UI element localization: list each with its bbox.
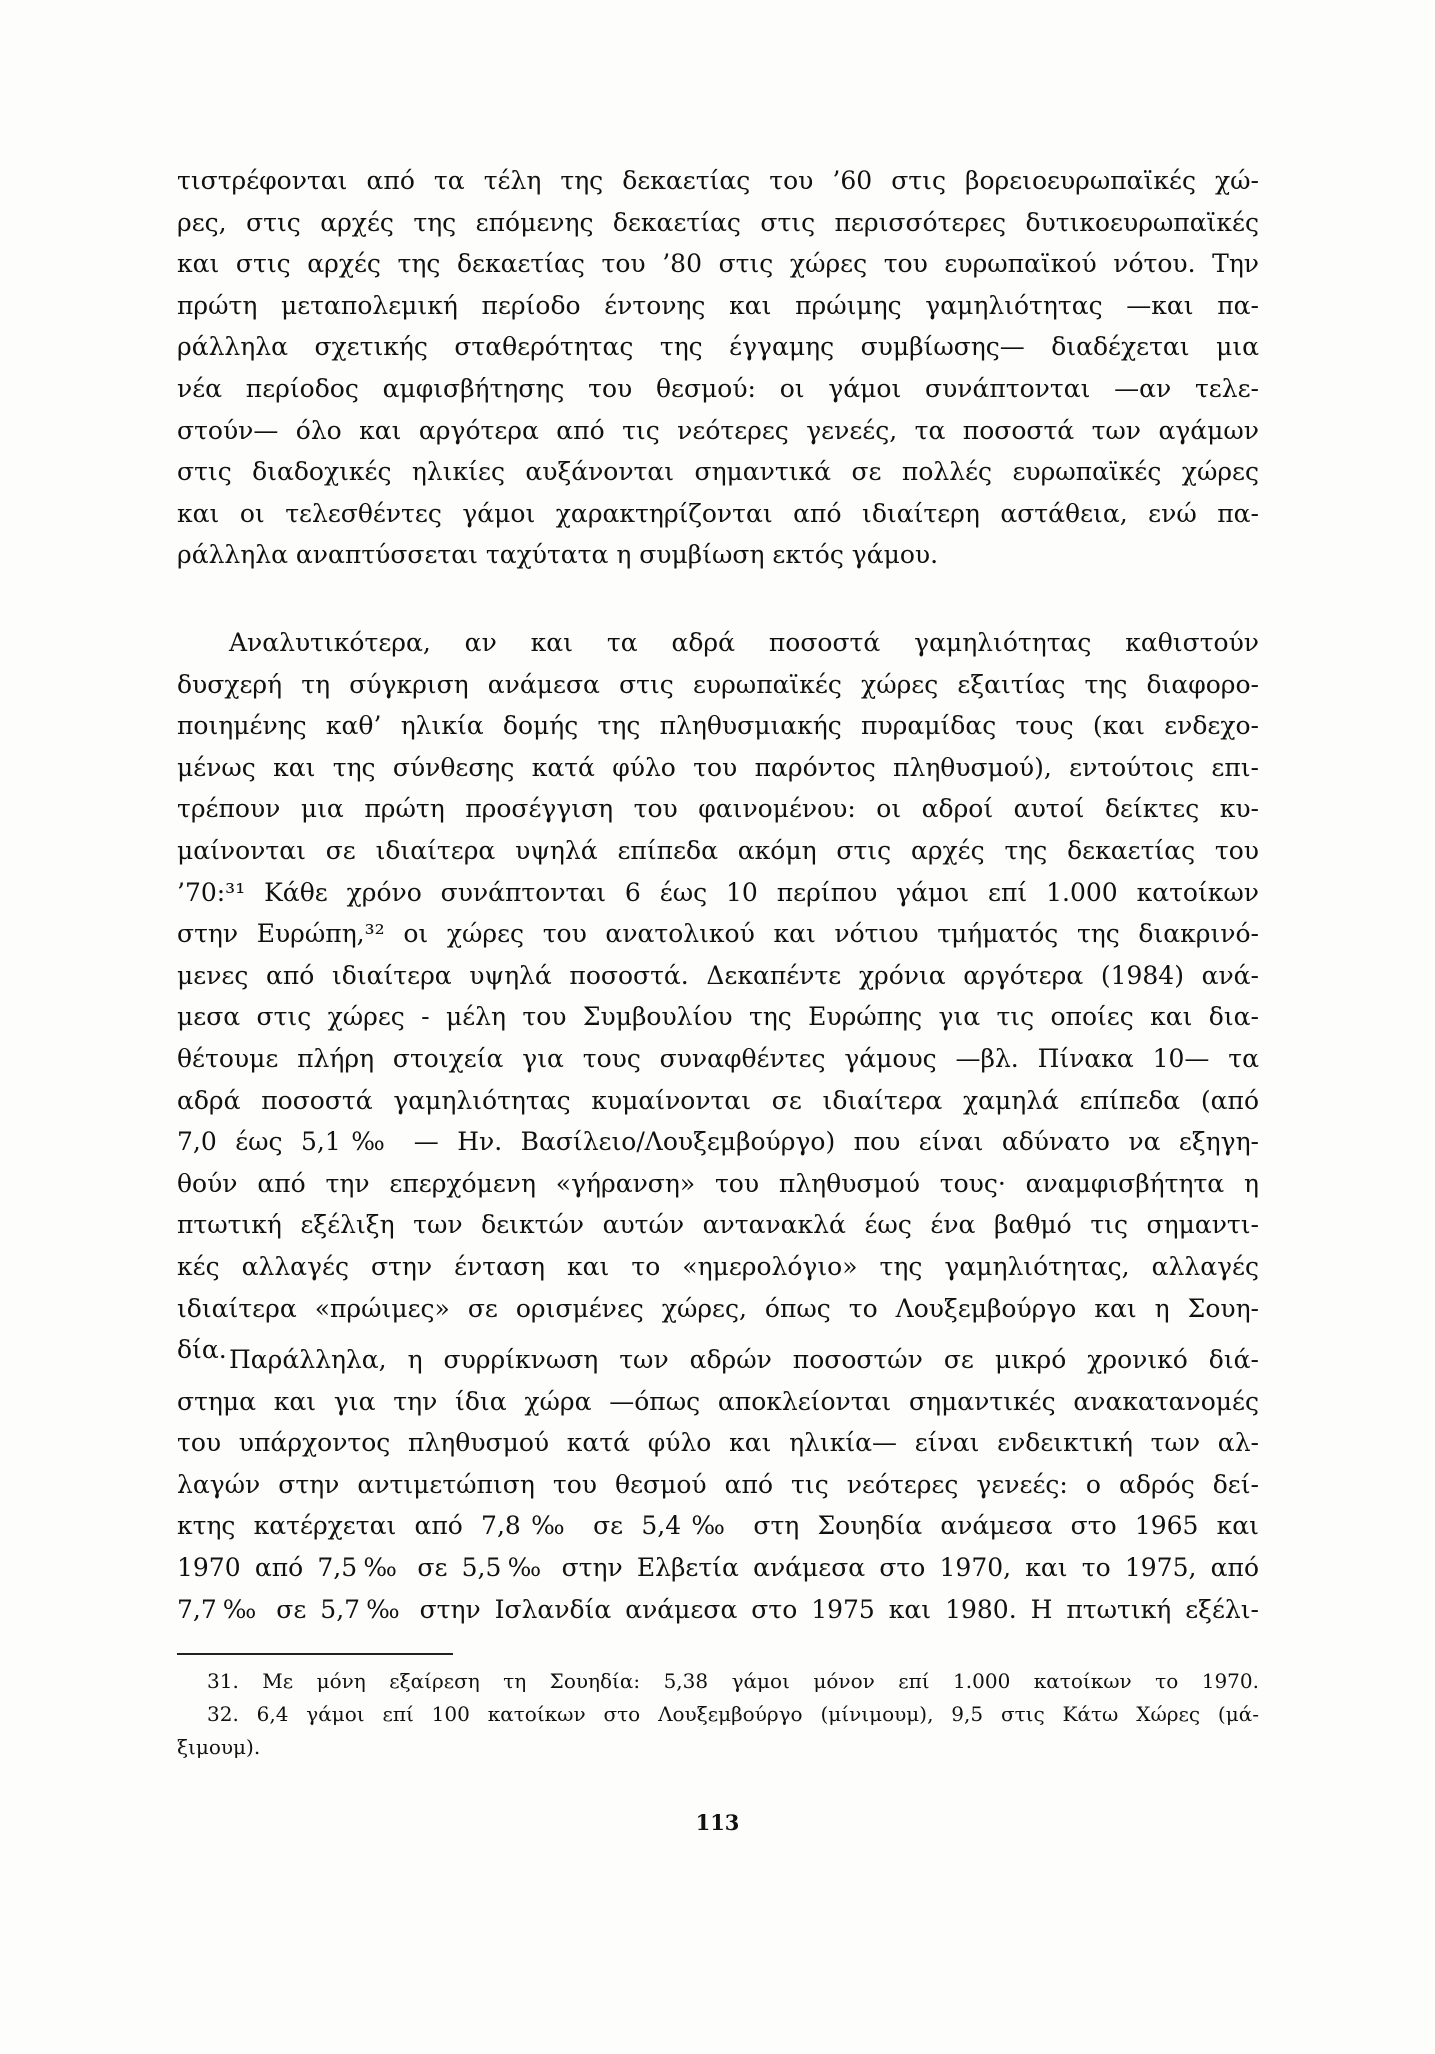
text-line: Αναλυτικότερα, αν και τα αδρά ποσοστά γαμηλιότητας καθιστούν xyxy=(229,628,1259,657)
text-line: ιδιαίτερα «πρώιμες» σε ορισμένες χώρες, όπως το Λουξεμβούργο και η Σουη- xyxy=(177,1293,1259,1323)
page-number: 113 xyxy=(695,1810,740,1835)
text-line: πρώτη μεταπολεμική περίοδο έντονης και πρώιμης γαμηλιότητας —και πα- xyxy=(177,290,1259,320)
footnote-divider xyxy=(177,1653,453,1655)
text-line: λαγών στην αντιμετώπιση του θεσμού από τις νεότερες γενεές: ο αδρός δεί- xyxy=(177,1469,1259,1499)
text-line: δυσχερή τη σύγκριση ανάμεσα στις ευρωπαϊκές χώρες εξαιτίας της διαφορο- xyxy=(177,669,1259,699)
text-line: Παράλληλα, η συρρίκνωση των αδρών ποσοστών σε μικρό χρονικό διά- xyxy=(229,1345,1259,1374)
text-line: πτωτική εξέλιξη των δεικτών αυτών αντανακλά έως ένα βαθμό τις σημαντι- xyxy=(177,1210,1259,1240)
text-line: στούν— όλο και αργότερα από τις νεότερες γενεές, τα ποσοστά των αγάμων xyxy=(177,415,1259,445)
text-line: του υπάρχοντος πληθυσμού κατά φύλο και ηλικία— είναι ενδεικτική των αλ- xyxy=(177,1428,1259,1458)
text-line: ρες, στις αρχές της επόμενης δεκαετίας στις περισσότερες δυτικοευρωπαϊκές xyxy=(177,207,1259,237)
footnote-32-continuation: ξιμουμ). xyxy=(177,1735,261,1759)
text-line: μεσα στις χώρες - μέλη του Συμβουλίου της Ευρώπης για τις οποίες και δια- xyxy=(177,1002,1259,1032)
text-line: κτης κατέρχεται από 7,8‰ σε 5,4‰ στη Σουηδία ανάμεσα στο 1965 και xyxy=(177,1511,1259,1541)
text-line: θούν από την επερχόμενη «γήρανση» του πληθυσμού τους· αναμφισβήτητα η xyxy=(177,1168,1259,1198)
text-line: τιστρέφονται από τα τέλη της δεκαετίας του ’60 στις βορειοευρωπαϊκές χώ- xyxy=(177,166,1259,195)
text-line: μαίνονται σε ιδιαίτερα υψηλά επίπεδα ακόμη στις αρχές της δεκαετίας του xyxy=(177,835,1259,865)
text-line: στημα και για την ίδια χώρα —όπως αποκλείονται σημαντικές ανακατανομές xyxy=(177,1386,1259,1416)
footnotes xyxy=(177,1665,1259,1764)
text-line: 1970 από 7,5‰ σε 5,5‰ στην Ελβετία ανάμεσα στο 1970, και το 1975, από xyxy=(177,1552,1259,1582)
text-line: αδρά ποσοστά γαμηλιότητας κυμαίνονται σε ιδιαίτερα χαμηλά επίπεδα (από xyxy=(177,1085,1259,1115)
text-line: δία. xyxy=(177,1335,227,1365)
text-line: 7,7‰ σε 5,7‰ στην Ισλανδία ανάμεσα στο 1975 και 1980. Η πτωτική εξέλι- xyxy=(177,1594,1259,1624)
text-line: 7,0 έως 5,1‰ — Ην. Βασίλειο/Λουξεμβούργο) που είναι αδύνατο να εξηγη- xyxy=(177,1127,1259,1157)
paragraph-3 xyxy=(177,1339,1259,1630)
text-line: ποιημένης καθ’ ηλικία δομής της πληθυσμιακής πυραμίδας τους (και ενδεχο- xyxy=(177,711,1259,741)
text-line: στις διαδοχικές ηλικίες αυξάνονται σημαντικά σε πολλές ευρωπαϊκές χώρες xyxy=(177,457,1259,487)
footnote-31: 31. Με μόνη εξαίρεση τη Σουηδία: 5,38 γάμοι μόνον επί 1.000 κατοίκων το 1970. xyxy=(207,1669,1259,1693)
text-line: ράλληλα αναπτύσσεται ταχύτατα η συμβίωση εκτός γάμου. xyxy=(177,540,939,570)
text-line: θέτουμε πλήρη στοιχεία για τους συναφθέντες γάμους —βλ. Πίνακα 10— τα xyxy=(177,1043,1259,1073)
paragraph-2 xyxy=(177,622,1259,1371)
text-line: τρέπουν μια πρώτη προσέγγιση του φαινομένου: οι αδροί αυτοί δείκτες κυ- xyxy=(177,794,1259,824)
text-line: στην Ευρώπη,³² οι χώρες του ανατολικού και νότιου τμήματός της διακρινό- xyxy=(177,919,1259,949)
paragraph-1 xyxy=(177,160,1259,576)
text-line: και στις αρχές της δεκαετίας του ’80 στις χώρες του ευρωπαϊκού νότου. Την xyxy=(177,249,1259,279)
text-line: μενες από ιδιαίτερα υψηλά ποσοστά. Δεκαπέντε χρόνια αργότερα (1984) ανά- xyxy=(177,960,1259,990)
text-line: ’70:³¹ Κάθε χρόνο συνάπτονται 6 έως 10 περίπου γάμοι επί 1.000 κατοίκων xyxy=(177,877,1259,907)
text-line: μένως και της σύνθεσης κατά φύλο του παρόντος πληθυσμού), εντούτοις επι- xyxy=(177,752,1259,782)
text-line: και οι τελεσθέντες γάμοι χαρακτηρίζονται από ιδιαίτερη αστάθεια, ενώ πα- xyxy=(177,498,1259,528)
text-line: κές αλλαγές στην ένταση και το «ημερολόγιο» της γαμηλιότητας, αλλαγές xyxy=(177,1251,1259,1281)
text-line: νέα περίοδος αμφισβήτησης του θεσμού: οι γάμοι συνάπτονται —αν τελε- xyxy=(177,373,1259,403)
text-line: ράλληλα σχετικής σταθερότητας της έγγαμης συμβίωσης— διαδέχεται μια xyxy=(177,332,1259,362)
footnote-32: 32. 6,4 γάμοι επί 100 κατοίκων στο Λουξεμβούργο (μίνιμουμ), 9,5 στις Κάτω Χώρες (μά- xyxy=(207,1702,1259,1726)
